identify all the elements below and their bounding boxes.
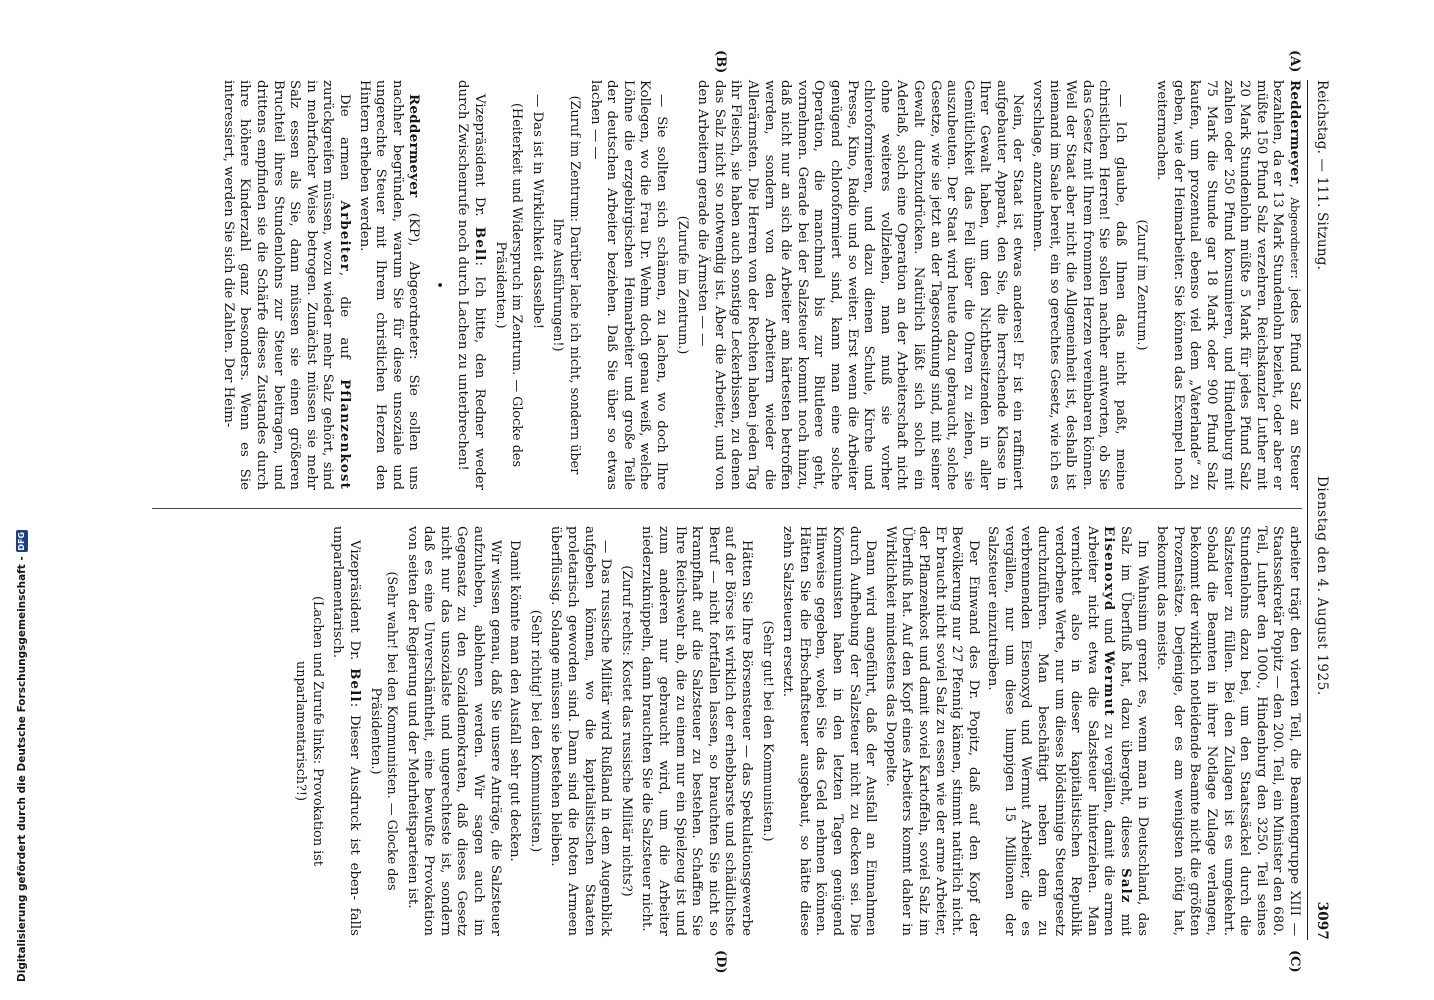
paragraph-text: zurückgreifen müssen, wozu wieder mehr Salz gehört, sind in mehrfacher Weise betrogen. Zunächst müssen sie mehr Salz essen als Sie, dann müssen sie einen größeren Bruchteil ihres Stundenlohns zur Steuer beitragen, und drittens empfinden sie die Schärfe dieses Zustandes durch ihre höhere Kinderzahl ganz besonders. Wenn es Sie interessiert, werden Sie sich die Zahlen. Der Heim- (220, 80, 336, 490)
interjection: (Zuruf im Zentrum.) (1133, 219, 1149, 351)
interjection: (Sehr wahr! bei den Kommunisten. — Glocke des Präsidenten.) (367, 571, 400, 891)
interjection: (Zuruf im Zentrum: Darüber lache ich nicht, sondern über Ihre Ausführungen!) (550, 95, 583, 475)
paragraph: Hätten Sie Ihre Börsensteuer — das Spekulationsgewerbe auf der Börse ist wirklich der erhebbarste und schädlichste Beruf — nicht fortfallen lassen, so brauchten Sie nicht so krampfhaft auf die Salzsteuer zu bestehen. Schaffen Sie Ihre Reichswehr ab, die zu einem nur ein Spielzeug ist und zum anderen nur gebraucht wird, um die Arbeiter niederzuknüppeln, dann brauchten Sie die Salzsteuer nicht. (639, 526, 754, 936)
right-column (288, 526, 1302, 936)
paragraph: Reddermeyer, Abgeordneter: jedes Pfund Salz an Steuer bezahlen, da er 13 Mark Stundenlohn bezieht, oder aber er müßte 150 Pfund Salz verzehren. Reichskanzler Luther mit 20 Mark Stundenlohn müßte 5 Mark für jedes Pfund Salz zahlen oder 250 Pfund konsumieren, und Hindenburg mit 75 Mark die Stunde gar 18 Mark oder 900 Pfund Salz kaufen, um prozentual ebenso viel dem „Vaterlande“ zu geben, wie der Heimarbeiter. Sie können das Exempel noch weitermachen. (1154, 80, 1302, 490)
emphasis: Wermut (1101, 650, 1117, 717)
scanned-page (120, 50, 1330, 974)
paragraph-text: jedes Pfund Salz an Steuer bezahlen, da er 13 Mark Stundenlohn bezieht, oder aber er müßte 150 Pfund Salz verzehren. Reichskanzler Luther mit 20 Mark Stundenlohn müßte 5 Mark für jedes Pfund Salz zahlen oder 250 Pfund konsumieren, und Hindenburg mit 75 Mark die Stunde gar 18 Mark oder 900 Pfund Salz kaufen, um prozentual ebenso viel dem „Vaterlande“ zu geben, wie der Heimarbeiter. Sie können das Exempel noch weitermachen. (1154, 80, 1302, 490)
paragraph (355, 80, 421, 490)
digitization-credit (14, 2, 30, 982)
speaker-name: Reddermeyer (1287, 80, 1302, 184)
paragraph: — Ich glaube, daß Ihnen das nicht paßt, meine christlichen Herren! Sie sollen nachher antworten, ob Sie das Gesetz mit Ihrem frommen Herzen vereinbaren können. Weil der Staat aber nicht die Allgemeinheit ist, deshalb ist niemand im Saale bereit, ein so gerechtes Gesetz, wie ich es vorschlage, anzunehmen. (1030, 80, 1129, 490)
paragraph-text: Im Wahnsinn grenzt es, wenn man in Deutschland, das Salz im Überfluß hat, dazu übergeht, dieses (1118, 526, 1150, 936)
paragraph: — Das russische Militär wird Rußland in dem Augenblick aufgeben können, wo die kapitalistischen Staaten proletarisch geworden sind. Dann sind die Roten Armeen überflüssig. Solange müssen sie bestehen bleiben. (548, 526, 614, 936)
paragraph-text: zu vergällen, damit die armen Arbeiter nicht etwa die Salzsteuer hinterziehen. Man vernichtet also in dieser kapitalistischen Republik verdorbene Werte, nur um dieses blödsinnige Steuergesetz durchzuführen. Man beschäftigt neben dem zu verbrennenden Eisenoxyd und Wermut Arbeiter, die es vergällen, nur um diese lumpigen 15 Millionen der Salzsteuer einzutreiben. (985, 526, 1117, 936)
header-rule (1307, 80, 1308, 940)
margin-marker-b: (B) (713, 50, 728, 74)
emphasis: Eisenoxyd (1101, 526, 1117, 612)
paragraph (984, 526, 1150, 936)
page-header (1310, 80, 1330, 940)
column-divider (152, 508, 1302, 509)
left-column (216, 80, 1302, 490)
header-left: Reichstag. — 111. Sitzung. (1314, 80, 1330, 271)
paragraph: Vizepräsident Dr. Bell: Ich bitte, den Redner weder durch Zwischenrufe noch durch Lachen zu unterbrechen! (455, 80, 488, 490)
paragraph-text: , die auf (336, 272, 352, 359)
interjection: (Sehr richtig! bei den Kommunisten.) (527, 609, 543, 853)
speaker-role: Abgeordneter (1288, 197, 1301, 275)
paragraph: Wir wissen genau, daß Sie unsere Anträge, die Salzsteuer aufzuheben, ablehnen werden. Wir sagen auch im Gegensatz zu den Sozialdemokraten, daß dieses Gesetz nicht nur das unsozialste und ungerechteste ist, sondern daß es eine Unverschämtheit, eine bewußte Provokation von seiten der Regierung und der Mehrheitsparteien ist. (404, 526, 503, 936)
separator-dot: • (430, 281, 446, 289)
paragraph: Der Einwand des Dr. Popitz, daß auf den Kopf der Bevölkerung nur 27 Pfennig kämen, stimmt natürlich nicht. Er braucht nicht soviel Salz zu essen wie der arme Arbeiter, der Pflanzenkost und damit soviel Kartoffeln, soviel Salz im Überfluß hat. Auf den Kopf eines Arbeiters kommt daher in Wirklichkeit mindestens das Doppelte. (882, 526, 981, 936)
paragraph: — Sie sollten sich schämen, zu lachen, wo doch Ihre Kollegen, wo die Frau Dr. Wehm doch genau weiß, welche Löhne die erzgebirgischen Heimarbeiter und große Teile der deutschen Arbeiter beziehen. Daß Sie über so etwas lachen — — (587, 80, 670, 490)
credit-text: Digitalisierung gefördert durch die Deutsche Forschungsgemeinschaft - (16, 556, 28, 982)
paragraph-text: (KP), Abgeordneter: Sie sollen uns nachher begründen, warum Sie für diese unsoziale und ungerechte Steuer mit Ihrem christlichen Herzen den Hintern erheben werden. (356, 80, 422, 490)
paragraph: — Das ist in Wirklichkeit dasselbe! (529, 94, 545, 330)
paragraph-text: Ich bitte, den Redner weder durch Zwischenrufe noch durch Lachen zu unterbrechen! (455, 80, 488, 490)
paragraph: Vizepräsident Dr. Bell: Dieser Ausdruck ist eben- falls unparlamentarisch. (330, 526, 362, 936)
paragraph-text: Dieser Ausdruck ist eben- falls unparlamentarisch. (330, 526, 362, 936)
margin-marker-a: (A) (1287, 50, 1302, 73)
emphasis: Salz (1118, 868, 1134, 904)
header-date: Dienstag den 4. August 1925. (1314, 475, 1330, 696)
paragraph-text: und (1101, 618, 1117, 644)
interjection: (Zurufe im Zentrum.) (674, 215, 690, 355)
interjection: (Lachen und Zurufe links: Provokation ist unparlamentarisch?!) (293, 596, 325, 866)
paragraph: Dann wird angeführt, daß der Ausfall an Einnahmen durch Aufhebung der Salzsteuer nicht zu decken sei. Die Kommunisten haben in den letzten Tagen genügend Hinweise gegeben, wobei Sie das Geld nehmen können. Hätten Sie die Erbschaftsteuer ausgebaut, so hätte diese zehn Salzsteuern ersetzt. (780, 526, 879, 936)
margin-marker-c: (C) (1287, 950, 1302, 973)
interjection: (Zuruf rechts: Kostet das russische Militär nichts?) (618, 565, 634, 897)
speaker-name: Bell (346, 668, 362, 703)
speaker-role: Vizepräsident Dr. (346, 540, 362, 661)
speaker-role: Vizepräsident Dr. (472, 94, 488, 217)
interjection: (Sehr gut! bei den Kommunisten.) (759, 620, 775, 842)
speaker-name: Bell (472, 226, 488, 262)
paragraph-text: Die armen (336, 94, 352, 181)
margin-marker-d: (D) (713, 950, 728, 974)
paragraph: Nein, der Staat ist etwas anderes! Er ist ein raffiniert aufgebauter Apparat, den Sie, die herrschende Klasse in Ihrer Gewalt haben, um den Nichtbesitzenden in aller Gemütlichkeit das Fell über die Ohren zu ziehen, sie auszubeuten. Der Staat wird heute dazu gebraucht, solche Gesetze, wie sie jetzt an der Tagesordnung sind, mit seiner Gewalt durchzudrücken. Natürlich läßt sich solch ein Aderlaß, solch eine Operation an der Arbeiterschaft nicht ohne weiteres vollziehen, man muß sie vorher chloroformieren, und dazu dienen Schule, Kirche und Presse, Kino, Radio und so weiter. Erst wenn die Arbeiter genügend chloroformiert sind, kann man eine solche Operation, die manchmal bis zur Blutleere geht, vornehmen. Gerade bei der Salzsteuer kommt noch hinzu, daß nicht nur an sich die Arbeiter am härtesten betroffen werden, sondern von den Arbeitern wieder die Allerärmsten. Die Herren von der Rechten haben jeden Tag ihr Fleisch, sie haben auch sonstige Leckerbissen, zu denen das Salz nicht so notwendig ist. Aber die Arbeiter, und von den Arbeitern gerade die Ärmsten — — (695, 80, 1026, 490)
emphasis: Arbeiter (336, 200, 352, 273)
emphasis: Pflanzenkost (336, 379, 352, 490)
dfg-logo: DFG (17, 531, 26, 551)
interjection: (Heiterkeit und Widerspruch im Zentrum. — Glocke des Präsidenten.) (492, 102, 525, 468)
page-number: 3097 (1314, 901, 1330, 940)
paragraph-text: mit (1118, 913, 1134, 936)
paragraph: Damit könnte man den Ausfall sehr gut decken. (507, 540, 523, 862)
speaker-name: Reddermeyer (406, 94, 422, 198)
paragraph (219, 80, 352, 490)
paragraph: arbeiter trägt den vierten Teil, die Beamtengruppe XIII — Staatssekretär Popitz — den 200. Teil, ein Minister den 680. Teil, Luther den 1000., Hindenburg den 3250. Teil seines Stundenlohns dazu bei, um den Staatssäckel durch die Salzsteuer zu füllen. Bei den Zulagen ist es umgekehrt. Sobald die Beamten in ihrer Notlage Zulage verlangen, bekommt der wirklich notleidende Beamte nicht die größten Prozentsätze. Derjenige, der es am wenigsten nötig hat, bekommt das meiste. (1154, 526, 1302, 936)
